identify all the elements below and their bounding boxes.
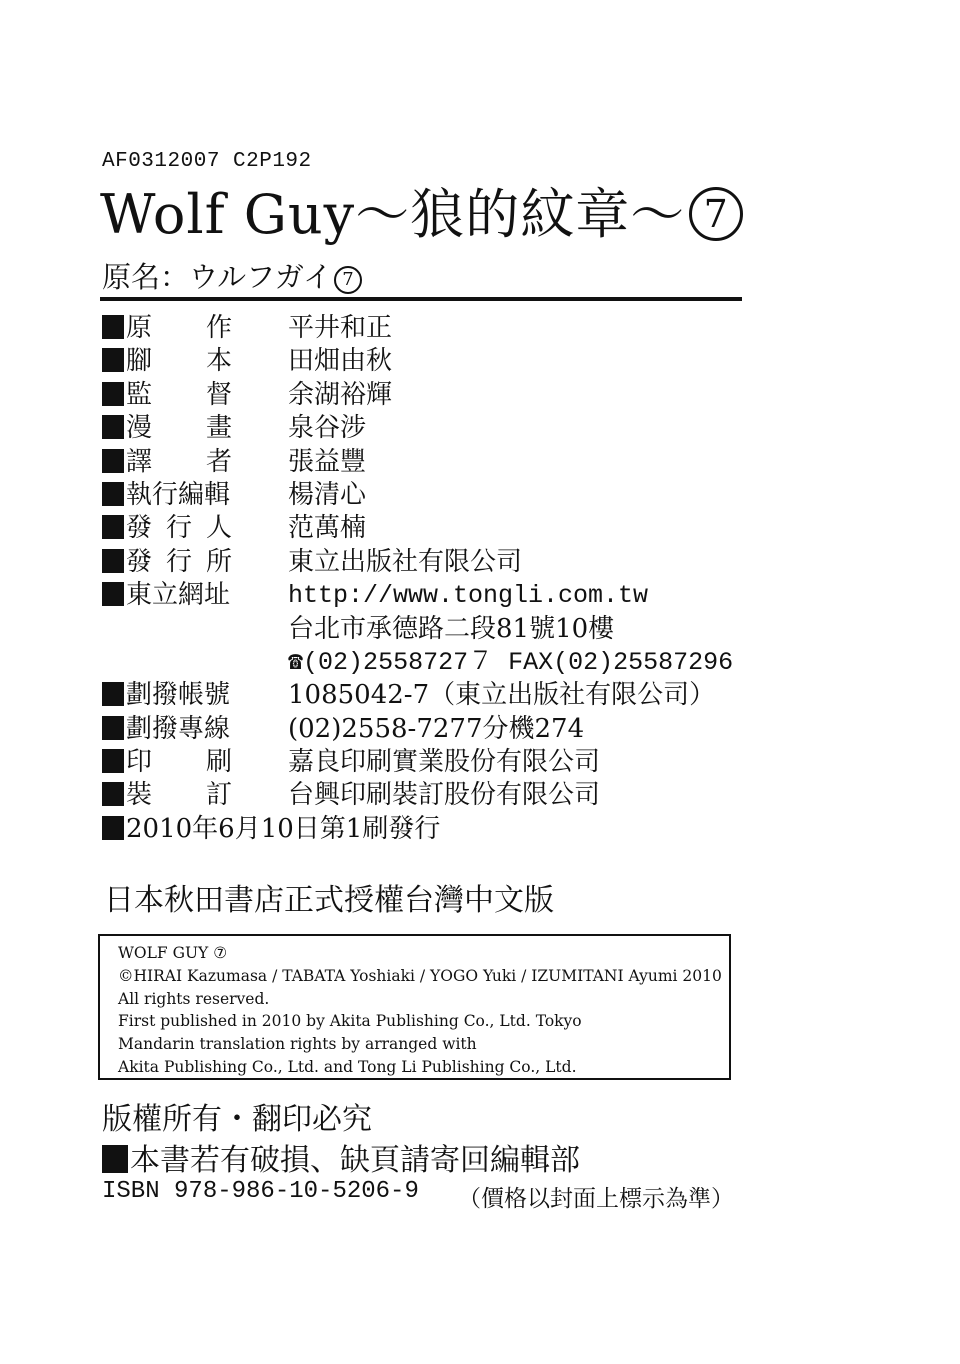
bullet-square-icon [102, 1145, 128, 1173]
bullet-square-icon [102, 716, 124, 740]
credit-label-text: 印 刷 [126, 747, 232, 778]
bullet-square-icon [102, 582, 124, 606]
price-note: （價格以封面上標示為準） [458, 1186, 734, 1212]
credit-value: 平井和正 [288, 313, 393, 343]
title-divider [100, 297, 742, 301]
credit-label [102, 446, 232, 479]
credit-row-editor [102, 479, 802, 512]
original-volume-number: 7 [334, 266, 362, 294]
credit-label [102, 345, 232, 378]
original-title [102, 255, 362, 296]
credit-row-artist [102, 412, 802, 445]
credit-value: 田畑由秋 [288, 346, 393, 377]
bullet-square-icon [102, 749, 124, 773]
credit-label-text: 發 行 所 [126, 546, 232, 577]
print-date-row [102, 813, 802, 846]
credit-row-website [102, 579, 802, 612]
volume-number: 7 [689, 187, 743, 241]
credit-label [102, 713, 230, 746]
credit-label [102, 312, 232, 345]
credit-label [102, 512, 232, 545]
copyright-title: WOLF GUY ⑦ [118, 944, 228, 962]
credit-label [102, 779, 232, 812]
credit-label-text: 裝 訂 [126, 780, 232, 811]
credit-row-original-author [102, 312, 802, 345]
credit-value: 張益豐 [288, 446, 367, 477]
credit-label [102, 746, 232, 779]
print-date-text: 2010年6月10日第1刷發行 [126, 813, 441, 844]
copyright-line: ©HIRAI Kazumasa / TABATA Yoshiaki / YOGO Yuki / IZUMITANI Ayumi 2010 [118, 966, 722, 985]
license-statement: 日本秋田書店正式授權台灣中文版 [104, 883, 554, 918]
credit-row-translator [102, 446, 802, 479]
bullet-square-icon [102, 816, 124, 840]
bullet-square-icon [102, 415, 124, 439]
credit-row-address [102, 613, 802, 646]
bullet-square-icon [102, 449, 124, 473]
credit-row-binding [102, 779, 802, 812]
credit-label [102, 579, 230, 612]
credit-value: 1085042-7（東立出版社有限公司） [288, 680, 716, 711]
bullet-square-icon [102, 482, 124, 506]
credit-value: (02)2558-7277分機274 [288, 713, 585, 744]
credit-label-text: 監 督 [126, 379, 232, 410]
credit-row-postal-account [102, 679, 802, 712]
bullet-square-icon [102, 382, 124, 406]
phone-fax: ☎(02)2558727７ FAX(02)25587296 [288, 647, 734, 677]
website-url: http://www.tongli.com.tw [288, 581, 649, 611]
credit-value: 東立出版社有限公司 [288, 546, 523, 577]
credit-value: 台興印刷裝訂股份有限公司 [288, 780, 601, 811]
damage-notice-text: 本書若有破損、缺頁請寄回編輯部 [130, 1143, 580, 1178]
bullet-square-icon [102, 348, 124, 372]
credit-label-text: 劃撥帳號 [126, 680, 231, 711]
credits-list [102, 312, 802, 846]
bullet-square-icon [102, 782, 124, 806]
catalog-code: AF0312007 C2P192 [102, 150, 312, 173]
credit-value: 楊清心 [288, 479, 367, 510]
credit-row-publisher [102, 512, 802, 545]
credit-row-postal-hotline [102, 713, 802, 746]
credit-label-text: 譯 者 [126, 446, 232, 477]
copyright-line: Akita Publishing Co., Ltd. and Tong Li Publishing Co., Ltd. [118, 1057, 577, 1076]
rights-notice: 版權所有・翻印必究 [102, 1102, 372, 1137]
copyright-line: All rights reserved. [118, 989, 270, 1008]
copyright-line: First published in 2010 by Akita Publishing Co., Ltd. Tokyo [118, 1012, 582, 1031]
credit-label [102, 679, 230, 712]
credit-value: 泉谷涉 [288, 413, 367, 444]
credit-row-phone [102, 646, 802, 679]
print-date [102, 813, 440, 846]
copyright-line: Mandarin translation rights by arranged with [118, 1035, 477, 1054]
isbn: ISBN 978-986-10-5206-9 [102, 1178, 419, 1205]
credit-label-text: 執行編輯 [126, 479, 231, 510]
address: 台北市承德路二段81號10樓 [288, 613, 615, 644]
bullet-square-icon [102, 515, 124, 539]
credit-label-text: 腳 本 [126, 346, 232, 377]
credit-label [102, 379, 232, 412]
credit-label-text: 原 作 [126, 313, 232, 343]
copyright-box [98, 934, 731, 1080]
bullet-square-icon [102, 682, 124, 706]
credit-row-publishing-house [102, 546, 802, 579]
credit-label [102, 546, 232, 579]
credit-label-text: 漫 畫 [126, 413, 232, 444]
bullet-square-icon [102, 315, 124, 339]
damage-notice [102, 1135, 580, 1179]
credit-label [102, 412, 232, 445]
credit-label [102, 479, 230, 512]
credit-row-supervisor [102, 379, 802, 412]
original-title-text: 原名：ウルフガイ [102, 260, 332, 294]
credit-label-text: 發 行 人 [126, 513, 232, 544]
book-title-text: Wolf Guy～狼的紋章～ [100, 183, 686, 246]
book-title [100, 180, 743, 250]
credit-label-text: 東立網址 [126, 580, 231, 611]
credit-label-text: 劃撥專線 [126, 713, 231, 744]
credit-value: 余湖裕輝 [288, 379, 393, 410]
credit-row-printing [102, 746, 802, 779]
credit-value: 范萬楠 [288, 513, 367, 544]
credit-value: 嘉良印刷實業股份有限公司 [288, 747, 601, 778]
bullet-square-icon [102, 549, 124, 573]
credit-row-script [102, 345, 802, 378]
